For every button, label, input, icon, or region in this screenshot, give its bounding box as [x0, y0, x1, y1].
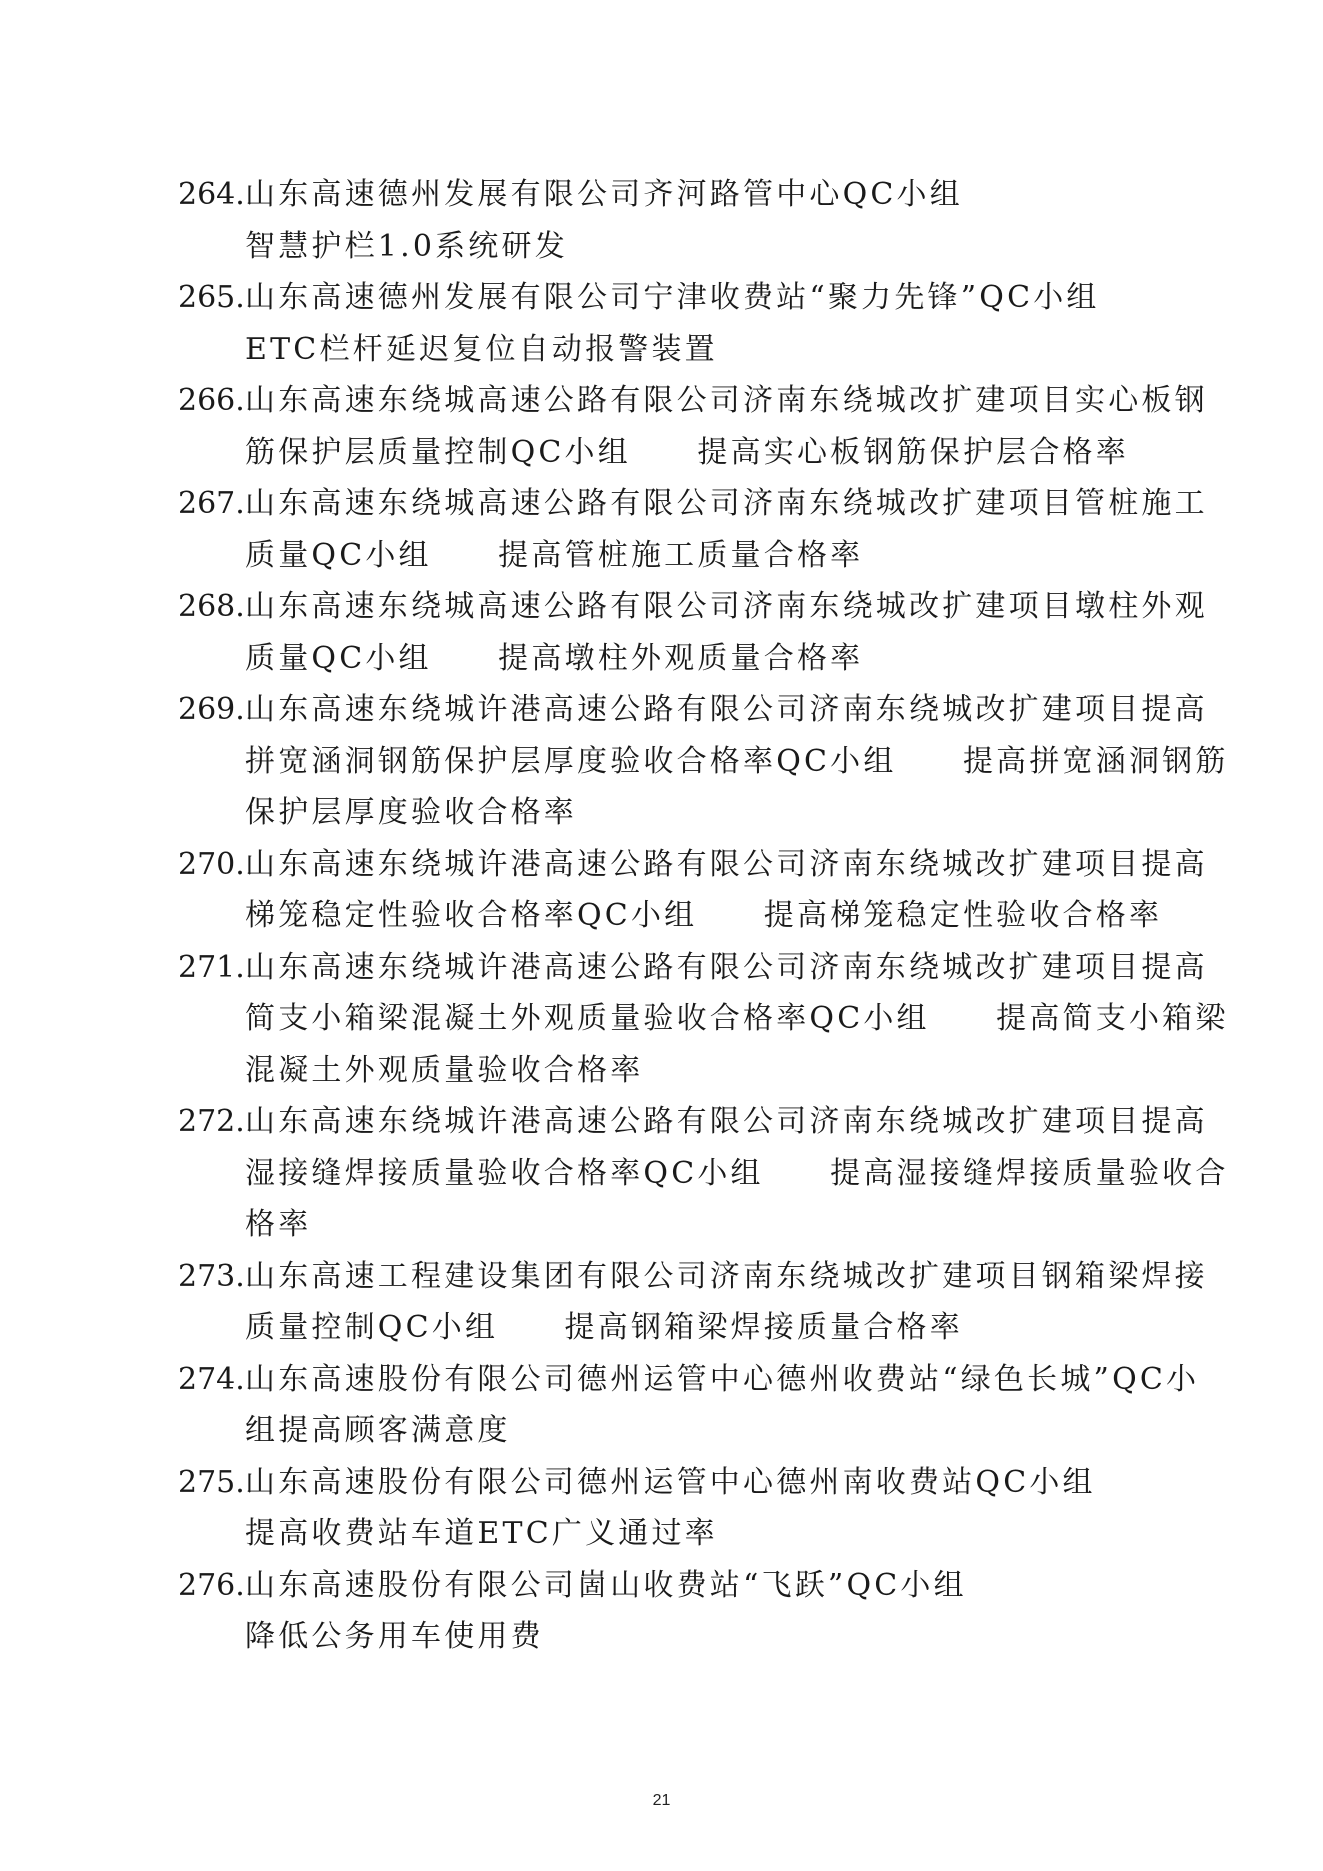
list-item: [178, 1251, 1208, 1354]
item-text-line: 质量QC小组 提高墩柱外观质量合格率: [245, 640, 864, 676]
item-number: 276.: [178, 1567, 245, 1603]
list-item: [178, 684, 1229, 839]
item-text-line: 山东高速德州发展有限公司宁津收费站“聚力先锋”QC小组: [245, 280, 1100, 315]
item-text-line: 湿接缝焊接质量验收合格率QC小组 提高湿接缝焊接质量验收合: [245, 1155, 1229, 1191]
item-text-line: 提高收费站车道ETC广义通过率: [245, 1516, 718, 1551]
item-text-line: 智慧护栏1.0系统研发: [245, 228, 568, 264]
list-item: [178, 272, 1158, 375]
item-number: 269.: [178, 692, 245, 727]
item-text-line: 山东高速东绕城高速公路有限公司济南东绕城改扩建项目墩柱外观: [245, 589, 1208, 624]
item-text-line: 山东高速股份有限公司德州运管中心德州收费站“绿色长城”QC小: [245, 1361, 1200, 1397]
item-text-line: 山东高速工程建设集团有限公司济南东绕城改扩建项目钢箱梁焊接: [245, 1258, 1208, 1294]
list-item: [178, 169, 1158, 272]
item-text-line: 梯笼稳定性验收合格率QC小组 提高梯笼稳定性验收合格率: [245, 898, 1163, 933]
page-number: 21: [652, 1792, 671, 1809]
list-item: [178, 581, 1208, 684]
item-text-line: 质量QC小组 提高管桩施工质量合格率: [245, 537, 864, 573]
item-text-line: 山东高速东绕城高速公路有限公司济南东绕城改扩建项目管桩施工: [245, 486, 1208, 521]
item-number: 267.: [178, 486, 245, 521]
item-text-line: 降低公务用车使用费: [245, 1619, 544, 1654]
item-text-line: 保护层厚度验收合格率: [245, 795, 577, 830]
item-text-line: 山东高速东绕城许港高速公路有限公司济南东绕城改扩建项目提高: [245, 846, 1208, 882]
item-number: 270.: [178, 846, 245, 882]
item-text-line: ETC栏杆延迟复位自动报警装置: [245, 331, 718, 367]
list-item: [178, 1457, 1158, 1560]
item-number: 264.: [178, 177, 245, 212]
item-text-line: 山东高速股份有限公司德州运管中心德州南收费站QC小组: [245, 1464, 1096, 1500]
item-number: 273.: [178, 1258, 245, 1294]
item-text-line: 简支小箱梁混凝土外观质量验收合格率QC小组 提高简支小箱梁: [245, 1001, 1229, 1036]
list-item: [178, 839, 1208, 942]
item-text-line: 质量控制QC小组 提高钢箱梁焊接质量合格率: [245, 1310, 963, 1345]
qc-group-list: [178, 169, 1229, 1663]
list-item: [178, 478, 1208, 581]
list-item: [178, 942, 1229, 1097]
list-item: [178, 1354, 1200, 1457]
list-item: [178, 1560, 1158, 1663]
item-number: 274.: [178, 1361, 245, 1397]
item-text-line: 山东高速股份有限公司崮山收费站“飞跃”QC小组: [245, 1567, 967, 1603]
item-text-line: 山东高速东绕城许港高速公路有限公司济南东绕城改扩建项目提高: [245, 1104, 1208, 1139]
list-item: [178, 375, 1208, 478]
item-number: 275.: [178, 1464, 245, 1500]
item-text-line: 山东高速东绕城高速公路有限公司济南东绕城改扩建项目实心板钢: [245, 383, 1208, 418]
item-text-line: 格率: [245, 1207, 312, 1242]
item-text-line: 混凝土外观质量验收合格率: [245, 1052, 644, 1088]
item-text-line: 山东高速德州发展有限公司齐河路管中心QC小组: [245, 177, 963, 212]
item-number: 265.: [178, 280, 245, 315]
item-text-line: 组提高顾客满意度: [245, 1413, 511, 1448]
list-item: [178, 1096, 1229, 1251]
item-text-line: 筋保护层质量控制QC小组 提高实心板钢筋保护层合格率: [245, 434, 1129, 470]
item-number: 271.: [178, 949, 245, 985]
item-number: 272.: [178, 1104, 245, 1139]
item-text-line: 拼宽涵洞钢筋保护层厚度验收合格率QC小组 提高拼宽涵洞钢筋: [245, 743, 1229, 779]
item-text-line: 山东高速东绕城许港高速公路有限公司济南东绕城改扩建项目提高: [245, 692, 1208, 727]
item-number: 268.: [178, 589, 245, 624]
item-number: 266.: [178, 383, 245, 418]
item-text-line: 山东高速东绕城许港高速公路有限公司济南东绕城改扩建项目提高: [245, 949, 1208, 985]
